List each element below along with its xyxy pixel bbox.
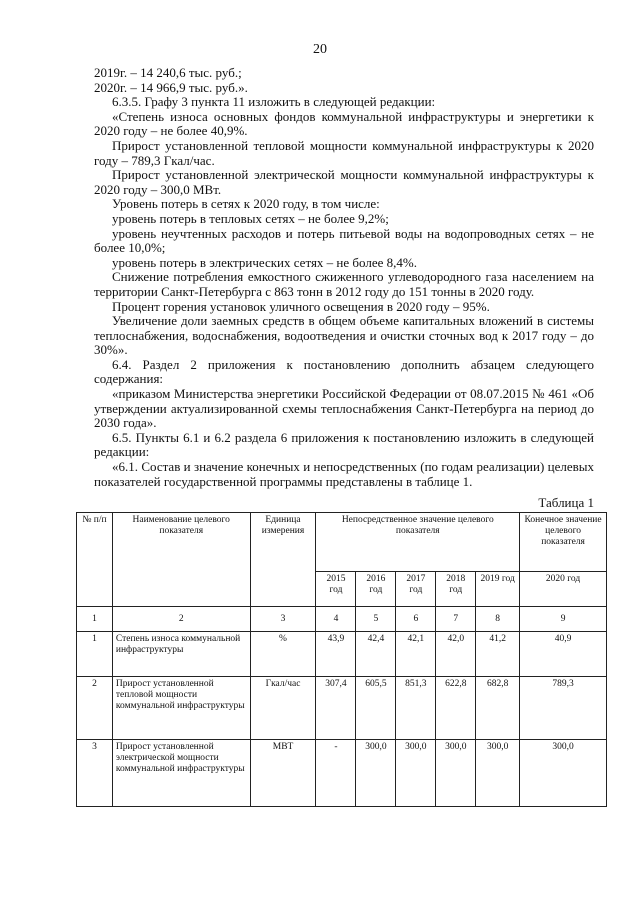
- row-value-2018: 42,0: [436, 632, 476, 677]
- paragraph-line: уровень неучтенных расходов и потерь питьевой воды на водопроводных сетях – не более 10,0%;: [94, 225, 594, 256]
- column-index: 4: [316, 607, 356, 632]
- column-index: 8: [476, 607, 520, 632]
- row-value-2018: 300,0: [436, 740, 476, 807]
- row-name: Прирост установленной электрической мощности коммунальной инфраструктуры: [112, 740, 250, 807]
- column-index: 5: [356, 607, 396, 632]
- header-num: № п/п: [77, 513, 113, 607]
- row-value-2016: 300,0: [356, 740, 396, 807]
- paragraph-line: уровень потерь в тепловых сетях – не более 9,2%;: [112, 210, 389, 226]
- row-value-2019: 682,8: [476, 677, 520, 740]
- column-index: 1: [77, 607, 113, 632]
- column-index: 9: [520, 607, 607, 632]
- row-value-2020: 40,9: [520, 632, 607, 677]
- row-value-2017: 42,1: [396, 632, 436, 677]
- page-number: 20: [313, 42, 327, 57]
- paragraph-line: Процент горения установок уличного освещения в 2020 году – 95%.: [112, 298, 490, 314]
- header-name: Наименование целевого показателя: [112, 513, 250, 607]
- column-index: 7: [436, 607, 476, 632]
- row-value-2019: 300,0: [476, 740, 520, 807]
- row-num: 1: [77, 632, 113, 677]
- paragraph-line: Прирост установленной электрической мощности коммунальной инфраструктуры к 2020 году – 300,0 МВт.: [94, 167, 594, 197]
- paragraph-line: Увеличение доли заемных средств в общем объеме капитальных вложений в системы теплоснабжения, водоснабжения, водоотведения и очистки сточных вод к 2017 году – до 30%».: [94, 313, 594, 358]
- document-body: [94, 66, 594, 489]
- paragraph-line: 6.5. Пункты 6.1 и 6.2 раздела 6 приложения к постановлению изложить в следующей редакции:: [94, 429, 594, 460]
- row-value-2017: 851,3: [396, 677, 436, 740]
- row-num: 2: [77, 677, 113, 740]
- targets-table: [76, 512, 607, 807]
- row-value-2018: 622,8: [436, 677, 476, 740]
- header-year: 2019 год: [476, 572, 520, 607]
- header-direct: Непосредственное значение целевого показателя: [316, 513, 520, 572]
- header-year: 2017 год: [396, 572, 436, 607]
- row-value-2015: -: [316, 740, 356, 807]
- paragraph-line: 6.4. Раздел 2 приложения к постановлению дополнить абзацем следующего содержания:: [94, 356, 594, 387]
- column-index: 3: [250, 607, 316, 632]
- header-year: 2015 год: [316, 572, 356, 607]
- row-num: 3: [77, 740, 113, 807]
- row-value-2015: 43,9: [316, 632, 356, 677]
- header-year: 2018 год: [436, 572, 476, 607]
- header-final: Конечное значение целевого показателя: [520, 513, 607, 572]
- row-value-2016: 605,5: [356, 677, 396, 740]
- row-unit: Гкал/час: [250, 677, 316, 740]
- row-value-2015: 307,4: [316, 677, 356, 740]
- paragraph-line: «приказом Министерства энергетики Российской Федерации от 08.07.2015 № 461 «Об утверждении актуализированной схемы теплоснабжения Санкт-Петербурга на период до 2030 года».: [94, 386, 594, 431]
- column-index: 2: [112, 607, 250, 632]
- row-value-2017: 300,0: [396, 740, 436, 807]
- paragraph-line: уровень потерь в электрических сетях – не более 8,4%.: [112, 254, 417, 270]
- table-caption: Таблица 1: [538, 495, 594, 510]
- row-value-2019: 41,2: [476, 632, 520, 677]
- paragraph-line: 2020г. – 14 966,9 тыс. руб.».: [94, 79, 248, 95]
- row-unit: МВТ: [250, 740, 316, 807]
- header-final-year: 2020 год: [520, 572, 607, 607]
- column-index: 6: [396, 607, 436, 632]
- paragraph-line: Уровень потерь в сетях к 2020 году, в том числе:: [112, 196, 380, 212]
- table-row: [77, 677, 607, 740]
- table-row: [77, 740, 607, 807]
- row-value-2016: 42,4: [356, 632, 396, 677]
- row-value-2020: 300,0: [520, 740, 607, 807]
- paragraph-line: 2019г. – 14 240,6 тыс. руб.;: [94, 65, 242, 80]
- table-row: [77, 632, 607, 677]
- header-year: 2016 год: [356, 572, 396, 607]
- paragraph-line: Снижение потребления емкостного сжиженного углеводородного газа населением на территории Санкт-Петербурга с 863 тонн в 2012 году до 151 тонны в 2020 году.: [94, 269, 594, 299]
- paragraph-line: «Степень износа основных фондов коммунальной инфраструктуры и энергетики к 2020 году – не более 40,9%.: [94, 108, 594, 139]
- row-name: Степень износа коммунальной инфраструктуры: [112, 632, 250, 677]
- header-unit: Единица измерения: [250, 513, 316, 607]
- paragraph-line: «6.1. Состав и значение конечных и непосредственных (по годам реализации) целевых показателей государственной программы представлены в таблице 1.: [94, 459, 594, 489]
- row-value-2020: 789,3: [520, 677, 607, 740]
- paragraph-line: Прирост установленной тепловой мощности коммунальной инфраструктуры к 2020 году – 789,3 Гкал/час.: [94, 137, 594, 168]
- row-name: Прирост установленной тепловой мощности коммунальной инфраструктуры: [112, 677, 250, 740]
- row-unit: %: [250, 632, 316, 677]
- paragraph-line: 6.3.5. Графу 3 пункта 11 изложить в следующей редакции:: [112, 94, 436, 110]
